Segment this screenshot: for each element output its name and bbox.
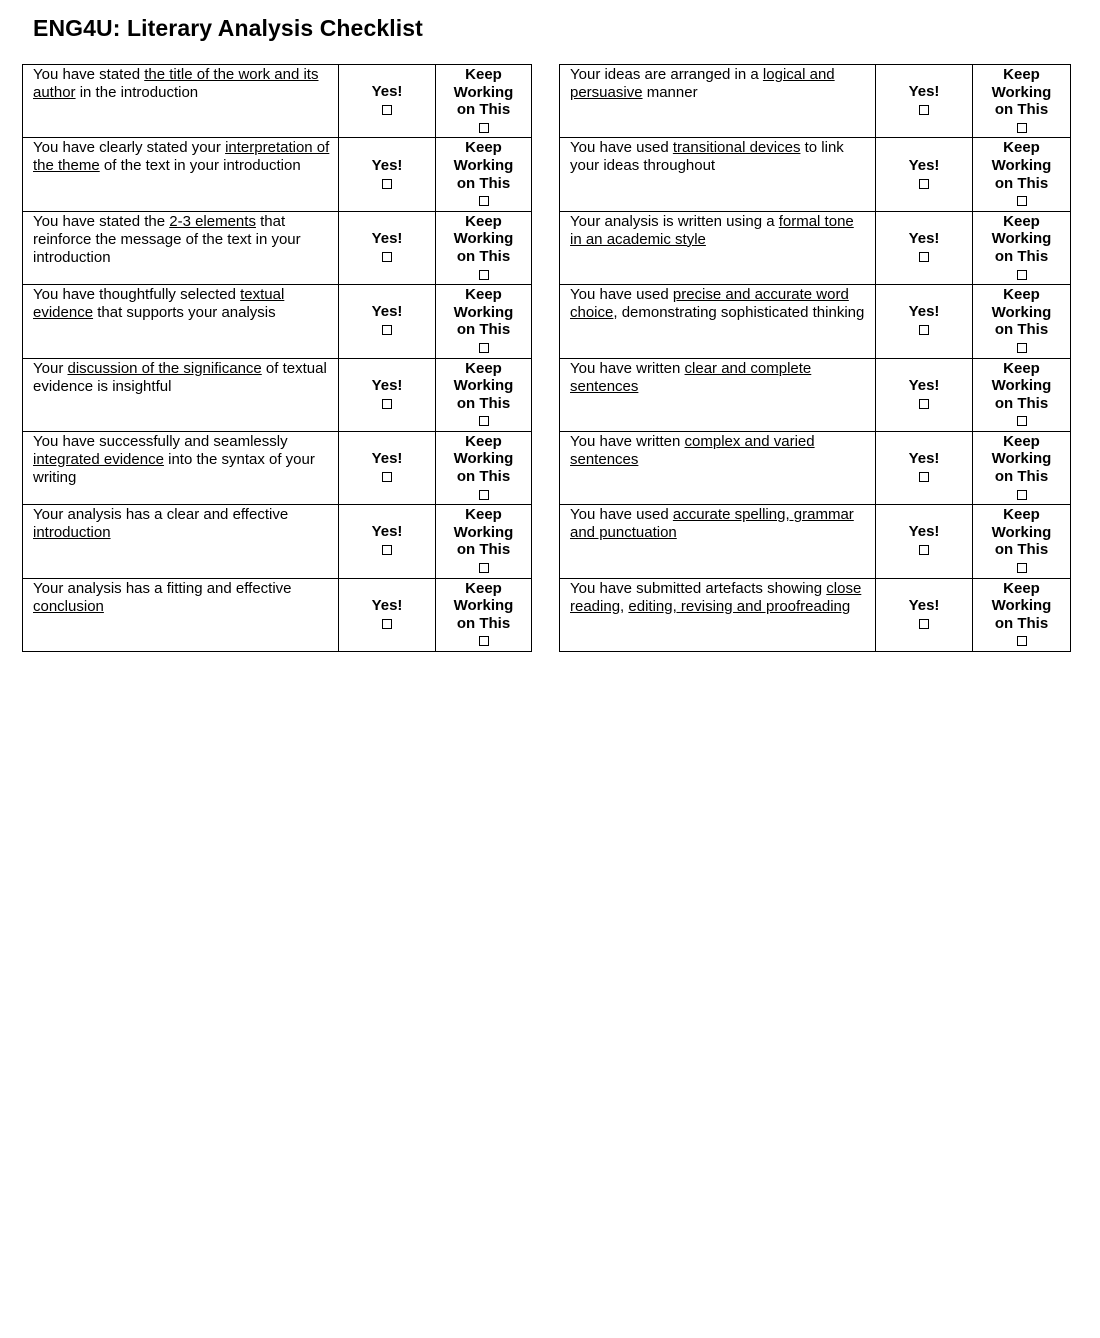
keep-working-label: Keep	[1003, 506, 1040, 524]
criterion-key-phrase: 2-3 elements	[169, 212, 256, 230]
yes-checkbox[interactable]	[919, 105, 929, 115]
checklist-row-left-2	[23, 138, 532, 211]
criterion-segment: ,	[620, 597, 629, 615]
keep-working-checkbox[interactable]	[479, 563, 489, 573]
criterion-key-phrase: close reading	[570, 579, 862, 615]
yes-cell	[339, 65, 436, 138]
keep-working-label: Working	[453, 450, 514, 468]
criterion-text	[23, 65, 339, 138]
keep-working-checkbox[interactable]	[1017, 490, 1027, 500]
criterion-key-phrase: accurate spelling, grammar and punctuation	[570, 506, 854, 542]
yes-checkbox[interactable]	[919, 545, 929, 555]
keep-working-checkbox[interactable]	[1017, 416, 1027, 426]
yes-label: Yes!	[908, 450, 940, 468]
yes-label: Yes!	[908, 229, 940, 247]
keep-working-cell	[436, 431, 532, 504]
criterion-text	[23, 505, 339, 578]
checklist-row-right-2	[560, 138, 1071, 211]
keep-working-cell	[436, 65, 532, 138]
criterion-text	[23, 358, 339, 431]
checklist-row-right-5	[560, 358, 1071, 431]
criterion-segment: You have submitted artefacts showing	[570, 579, 827, 597]
keep-working-label: on This	[456, 247, 511, 265]
criterion-key-phrase: introduction	[33, 524, 111, 542]
yes-checkbox[interactable]	[382, 252, 392, 262]
checklist-row-left-4	[23, 285, 532, 358]
keep-working-label: Keep	[465, 139, 502, 157]
keep-working-label: on This	[456, 174, 511, 192]
criterion-key-phrase: formal tone in an academic style	[570, 212, 854, 248]
yes-label: Yes!	[908, 303, 940, 321]
criterion-text	[560, 65, 876, 138]
keep-working-cell	[436, 285, 532, 358]
keep-working-label: Working	[991, 230, 1052, 248]
yes-label: Yes!	[908, 83, 940, 101]
keep-working-label: Keep	[1003, 286, 1040, 304]
keep-working-label: on This	[456, 614, 511, 632]
yes-checkbox[interactable]	[919, 399, 929, 409]
yes-cell	[876, 358, 973, 431]
checklist-row-right-3	[560, 211, 1071, 284]
yes-checkbox[interactable]	[919, 325, 929, 335]
checklist-row-left-8	[23, 578, 532, 651]
keep-working-label: Keep	[1003, 139, 1040, 157]
yes-cell	[876, 285, 973, 358]
yes-cell	[339, 578, 436, 651]
checklist-row-left-7	[23, 505, 532, 578]
criterion-text	[23, 138, 339, 211]
criterion-segment: , demonstrating sophisticated thinking	[613, 304, 865, 322]
keep-working-checkbox[interactable]	[479, 636, 489, 646]
keep-working-checkbox[interactable]	[1017, 563, 1027, 573]
yes-cell	[339, 431, 436, 504]
keep-working-label: Keep	[1003, 212, 1040, 230]
keep-working-label: Working	[991, 156, 1052, 174]
criterion-key-phrase: transitional devices	[672, 139, 801, 157]
criterion-key-phrase: discussion of the significance	[67, 359, 262, 377]
keep-working-checkbox[interactable]	[479, 343, 489, 353]
yes-label: Yes!	[371, 376, 403, 394]
criterion-text	[560, 211, 876, 284]
yes-cell	[876, 138, 973, 211]
criterion-segment: You have written	[570, 432, 685, 450]
keep-working-label: Working	[991, 597, 1052, 615]
criterion-key-phrase: the title of the work and its author	[33, 66, 319, 101]
keep-working-label: Working	[453, 303, 514, 321]
yes-checkbox[interactable]	[382, 325, 392, 335]
criterion-key-phrase: editing, revising and proofreading	[628, 597, 851, 615]
keep-working-label: Keep	[465, 212, 502, 230]
keep-working-label: on This	[994, 394, 1049, 412]
criterion-text	[560, 358, 876, 431]
yes-label: Yes!	[371, 523, 403, 541]
yes-cell	[339, 138, 436, 211]
keep-working-cell	[973, 431, 1071, 504]
keep-working-label: on This	[994, 247, 1049, 265]
criterion-segment: Your analysis is written using a	[570, 212, 779, 230]
yes-checkbox[interactable]	[919, 252, 929, 262]
yes-checkbox[interactable]	[382, 105, 392, 115]
keep-working-checkbox[interactable]	[1017, 636, 1027, 646]
yes-checkbox[interactable]	[382, 472, 392, 482]
criterion-segment: into the syntax of your writing	[33, 450, 315, 486]
keep-working-cell	[436, 578, 532, 651]
criterion-key-phrase: clear and complete sentences	[570, 359, 812, 395]
yes-label: Yes!	[908, 376, 940, 394]
keep-working-label: Keep	[465, 506, 502, 524]
checklist-row-right-7	[560, 505, 1071, 578]
criterion-text	[23, 431, 339, 504]
keep-working-checkbox[interactable]	[1017, 123, 1027, 133]
criterion-segment: You have used	[570, 506, 673, 524]
yes-label: Yes!	[371, 303, 403, 321]
yes-label: Yes!	[371, 596, 403, 614]
yes-checkbox[interactable]	[382, 619, 392, 629]
criterion-segment: Your	[33, 359, 68, 377]
yes-checkbox[interactable]	[919, 619, 929, 629]
checklist-row-left-6	[23, 431, 532, 504]
keep-working-label: Working	[453, 230, 514, 248]
yes-cell	[876, 65, 973, 138]
keep-working-label: Keep	[465, 359, 502, 377]
yes-cell	[876, 211, 973, 284]
keep-working-label: on This	[994, 321, 1049, 339]
keep-working-label: on This	[994, 541, 1049, 559]
criterion-text	[560, 505, 876, 578]
criterion-segment: in the introduction	[75, 84, 199, 101]
criterion-key-phrase: textual evidence	[33, 286, 285, 322]
criterion-segment: You have clearly stated your	[33, 139, 226, 157]
checklist-row-right-6	[560, 431, 1071, 504]
criterion-segment: of textual evidence is insightful	[33, 359, 327, 395]
keep-working-checkbox[interactable]	[479, 416, 489, 426]
keep-working-label: Keep	[465, 66, 502, 83]
keep-working-label: on This	[456, 541, 511, 559]
criterion-segment: manner	[642, 84, 698, 101]
keep-working-label: on This	[456, 101, 511, 119]
keep-working-label: on This	[994, 101, 1049, 119]
yes-checkbox[interactable]	[919, 472, 929, 482]
keep-working-label: on This	[456, 394, 511, 412]
criterion-key-phrase: precise and accurate word choice	[570, 286, 849, 322]
checklist-row-right-4	[560, 285, 1071, 358]
keep-working-checkbox[interactable]	[1017, 270, 1027, 280]
criterion-segment: You have thoughtfully selected	[33, 286, 241, 304]
yes-cell	[339, 358, 436, 431]
checklist-table-right	[559, 64, 1071, 652]
criterion-key-phrase: complex and varied sentences	[570, 432, 815, 468]
keep-working-cell	[973, 505, 1071, 578]
criterion-segment: You have stated the	[33, 212, 170, 230]
yes-checkbox[interactable]	[382, 179, 392, 189]
keep-working-label: on This	[456, 321, 511, 339]
criterion-key-phrase: logical and persuasive	[570, 66, 835, 101]
criterion-segment: Your analysis has a fitting and effective	[33, 579, 292, 597]
keep-working-checkbox[interactable]	[1017, 196, 1027, 206]
criterion-segment: Your ideas are arranged in a	[570, 66, 763, 83]
keep-working-checkbox[interactable]	[479, 490, 489, 500]
criterion-segment: You have written	[570, 359, 685, 377]
yes-label: Yes!	[371, 450, 403, 468]
keep-working-checkbox[interactable]	[479, 123, 489, 133]
keep-working-label: Keep	[465, 286, 502, 304]
criterion-segment: You have stated	[33, 66, 145, 83]
keep-working-cell	[436, 505, 532, 578]
yes-label: Yes!	[908, 596, 940, 614]
criterion-segment: of the text in your introduction	[99, 157, 301, 175]
keep-working-label: Working	[453, 156, 514, 174]
yes-label: Yes!	[371, 229, 403, 247]
keep-working-label: Keep	[1003, 66, 1040, 83]
keep-working-cell	[436, 138, 532, 211]
yes-cell	[339, 211, 436, 284]
checklist-table-left	[22, 64, 532, 652]
criterion-segment: to link your ideas throughout	[570, 139, 844, 175]
keep-working-label: Working	[453, 597, 514, 615]
keep-working-cell	[973, 138, 1071, 211]
keep-working-label: Working	[453, 83, 514, 101]
criterion-key-phrase: interpretation of the theme	[33, 139, 330, 175]
keep-working-cell	[973, 578, 1071, 651]
keep-working-label: Keep	[465, 432, 502, 450]
checklist-row-left-3	[23, 211, 532, 284]
keep-working-label: Keep	[1003, 432, 1040, 450]
yes-checkbox[interactable]	[382, 399, 392, 409]
yes-cell	[876, 578, 973, 651]
keep-working-cell	[436, 211, 532, 284]
keep-working-checkbox[interactable]	[479, 270, 489, 280]
keep-working-label: on This	[994, 468, 1049, 486]
yes-cell	[339, 285, 436, 358]
yes-cell	[339, 505, 436, 578]
keep-working-label: Keep	[1003, 359, 1040, 377]
keep-working-label: Working	[991, 450, 1052, 468]
page-title: ENG4U: Literary Analysis Checklist	[33, 15, 423, 41]
keep-working-label: Working	[991, 523, 1052, 541]
keep-working-label: Working	[453, 523, 514, 541]
criterion-text	[23, 211, 339, 284]
yes-label: Yes!	[371, 83, 403, 101]
keep-working-label: Working	[453, 377, 514, 395]
checklist-row-left-5	[23, 358, 532, 431]
keep-working-cell	[973, 285, 1071, 358]
criterion-segment: that reinforce the message of the text in your introduction	[33, 212, 301, 266]
criterion-key-phrase: integrated evidence	[33, 450, 164, 468]
criterion-segment: You have successfully and seamlessly	[33, 432, 288, 450]
keep-working-label: on This	[994, 614, 1049, 632]
criterion-segment: You have used	[570, 139, 673, 157]
criterion-text	[560, 138, 876, 211]
criterion-text	[23, 578, 339, 651]
yes-checkbox[interactable]	[919, 179, 929, 189]
keep-working-cell	[436, 358, 532, 431]
checklist-row-right-8	[560, 578, 1071, 651]
yes-cell	[876, 431, 973, 504]
criterion-text	[560, 431, 876, 504]
keep-working-checkbox[interactable]	[479, 196, 489, 206]
criterion-text	[23, 285, 339, 358]
keep-working-label: Working	[991, 83, 1052, 101]
keep-working-cell	[973, 358, 1071, 431]
keep-working-label: on This	[994, 174, 1049, 192]
keep-working-checkbox[interactable]	[1017, 343, 1027, 353]
criterion-segment: You have used	[570, 286, 673, 304]
criterion-text	[560, 578, 876, 651]
keep-working-label: Working	[991, 377, 1052, 395]
criterion-text	[560, 285, 876, 358]
keep-working-label: Keep	[1003, 579, 1040, 597]
yes-checkbox[interactable]	[382, 545, 392, 555]
keep-working-cell	[973, 211, 1071, 284]
yes-label: Yes!	[371, 156, 403, 174]
checklist-row-right-1	[560, 65, 1071, 138]
keep-working-cell	[973, 65, 1071, 138]
criterion-segment: Your analysis has a clear and effective	[33, 506, 289, 524]
yes-label: Yes!	[908, 156, 940, 174]
keep-working-label: Keep	[465, 579, 502, 597]
criterion-segment: that supports your analysis	[93, 304, 276, 322]
checklist-row-left-1	[23, 65, 532, 138]
keep-working-label: Working	[991, 303, 1052, 321]
criterion-key-phrase: conclusion	[33, 597, 104, 615]
yes-label: Yes!	[908, 523, 940, 541]
yes-cell	[876, 505, 973, 578]
keep-working-label: on This	[456, 468, 511, 486]
